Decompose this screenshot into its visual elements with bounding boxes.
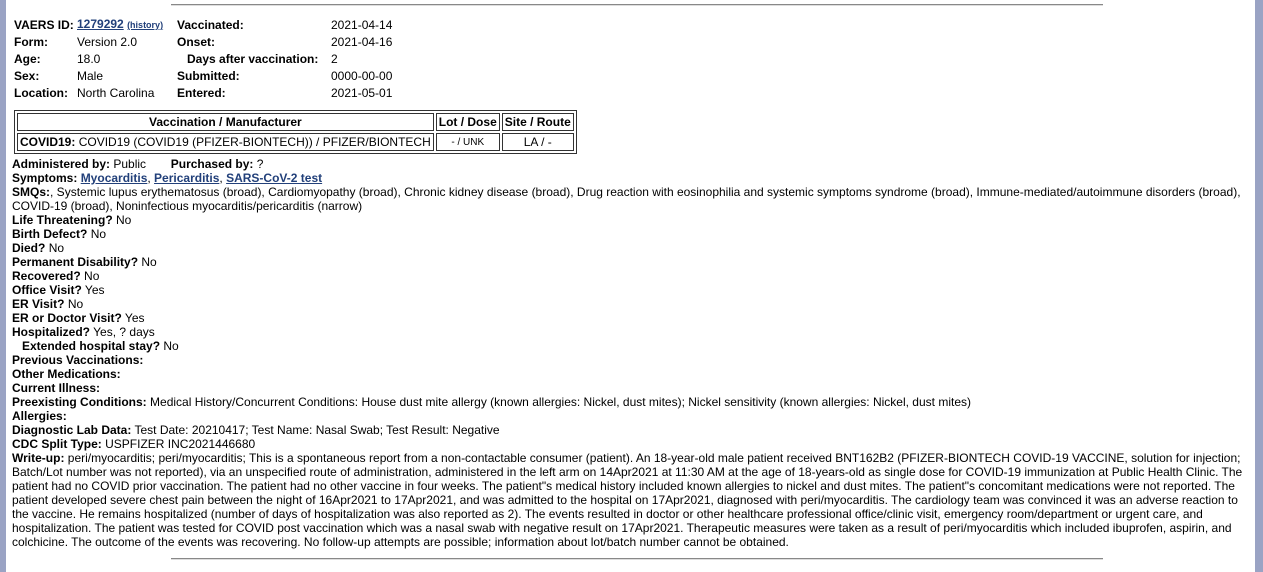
- other-medications-label: Other Medications:: [12, 367, 121, 381]
- extended-stay-label: Extended hospital stay?: [22, 339, 161, 353]
- died-row: [12, 241, 1250, 255]
- hospitalized-value: Yes, ? days: [93, 325, 155, 339]
- table-row: [17, 133, 574, 151]
- age-value: 18.0: [77, 52, 101, 66]
- allergies-row: [12, 409, 1250, 423]
- header-vaccination: Vaccination / Manufacturer: [17, 113, 434, 131]
- smqs-label: SMQs:: [12, 185, 51, 199]
- vaccine-name: COVID19 (COVID19 (PFIZER-BIONTECH)) / PFIZER/BIONTECH: [78, 135, 431, 149]
- administered-label: Administered by:: [12, 157, 111, 171]
- vaccine-type: COVID19:: [20, 135, 76, 149]
- vaccinated-value: 2021-04-14: [331, 17, 393, 32]
- writeup-label: Write-up:: [12, 451, 65, 465]
- previous-vaccinations-row: [12, 353, 1250, 367]
- other-medications-row: [12, 367, 1250, 381]
- life-threatening-value: No: [116, 213, 132, 227]
- submitted-value: 0000-00-00: [331, 69, 393, 83]
- summary-table: [14, 16, 441, 102]
- header-lot-dose: Lot / Dose: [436, 113, 500, 131]
- er-doctor-value: Yes: [124, 311, 145, 325]
- location-label: Location:: [14, 86, 68, 100]
- symptoms-row: Symptoms: Myocarditis, Pericarditis, SARS-CoV-2 test: [12, 171, 323, 185]
- entered-label: Entered:: [177, 86, 226, 100]
- administered-row: [12, 157, 1250, 171]
- er-visit-value: No: [67, 297, 84, 311]
- er-visit-row: [12, 297, 1250, 311]
- disability-label: Permanent Disability?: [12, 255, 139, 269]
- died-value: No: [48, 241, 65, 255]
- died-label: Died?: [12, 241, 46, 255]
- submitted-label: Submitted:: [177, 69, 240, 83]
- cdc-split-value: USPFIZER INC2021446680: [105, 437, 256, 451]
- life-threatening-row: [12, 213, 1250, 227]
- vaccinated-label: Vaccinated:: [177, 17, 244, 32]
- days-after-value: 2: [331, 52, 338, 66]
- bottom-divider: [171, 558, 1103, 560]
- header-site-route: Site / Route: [502, 113, 574, 131]
- age-label: Age:: [14, 52, 41, 66]
- allergies-label: Allergies:: [12, 409, 67, 423]
- administered-value: Public: [113, 157, 147, 171]
- previous-vaccinations-label: Previous Vaccinations:: [12, 353, 144, 367]
- hospitalized-row: [12, 325, 1250, 339]
- smqs-row: [12, 185, 1250, 213]
- preexisting-row: [12, 395, 1250, 409]
- symptom-link-pericarditis[interactable]: Pericarditis: [154, 171, 220, 185]
- vaers-id-label: VAERS ID:: [14, 17, 74, 32]
- cdc-split-row: [12, 437, 1250, 451]
- disability-row: [12, 255, 1250, 269]
- sex-label: Sex:: [14, 69, 40, 83]
- purchased-value: ?: [256, 157, 264, 171]
- office-visit-label: Office Visit?: [12, 283, 82, 297]
- writeup-value: peri/myocarditis; peri/myocarditis; This is a spontaneous report from a non-contactable consumer (patient). An 18-year-old male patient received BNT162B2 (PFIZER-BIONTECH COVID-19 VACCINE, solution for injection; Batch/Lot number was not reported), via an unspecified route of administration, administered in the left arm on 14Apr2021 at 11:30 AM at the age of 18-years-old as single dose for COVID-19 immunization at Public Health Clinic. The patient had no COVID prior vaccination. The patient had no other vaccine in four weeks. The patient"s medical history included known allergies to nickel and dust mites. The patient"s concomitant medications were not reported. The patient developed severe chest pain between the night of 16Apr2021 to 17Apr2021, and was admitted to the hospital on 17Apr2021, diagnosed with peri/myocarditis. The cardiology team was convinced it was an adverse reaction to the vaccine. He remains hospitalized (number of days of hospitalization was also reported as 2). The events resulted in doctor or other healthcare professional office/clinic visit, emergency room/department or urgent care, and hospitalization. The patient was tested for COVID post vaccination which was a nasal swab with negative result on 17Apr2021. Therapeutic measures were taken as a result of peri/myocarditis which included ibuprofen, aspirin, and colchicine. The outcome of the events was recovering. No follow-up attempts are possible; information about lot/batch number cannot be obtained.: [12, 451, 1243, 549]
- symptoms-label: Symptoms:: [12, 171, 78, 185]
- form-label: Form:: [14, 35, 48, 49]
- recovered-row: [12, 269, 1250, 283]
- vaccination-table-header: [17, 113, 574, 131]
- recovered-label: Recovered?: [12, 269, 81, 283]
- sex-value: Male: [77, 69, 104, 83]
- form-value: Version 2.0: [77, 35, 138, 49]
- recovered-value: No: [84, 269, 100, 283]
- hospitalized-label: Hospitalized?: [12, 325, 91, 339]
- writeup-row: [12, 451, 1250, 549]
- birth-defect-value: No: [90, 227, 107, 241]
- life-threatening-label: Life Threatening?: [12, 213, 113, 227]
- report-page: [6, 0, 1255, 572]
- er-doctor-row: [12, 311, 1250, 325]
- onset-value: 2021-04-16: [331, 35, 393, 49]
- location-value: North Carolina: [77, 86, 155, 100]
- preexisting-value: Medical History/Concurrent Conditions: House dust mite allergy (known allergies: Nickel, dust mites); Nickel sensitivity (known allergies: Nickel, dust mites): [150, 395, 971, 409]
- top-divider: [171, 4, 1103, 6]
- vaccine-cell: [17, 133, 434, 151]
- current-illness-row: [12, 381, 1250, 395]
- vaccination-table: [14, 110, 577, 154]
- report-details: [12, 157, 1250, 549]
- lab-data-row: [12, 423, 1250, 437]
- current-illness-label: Current Illness:: [12, 381, 101, 395]
- disability-value: No: [141, 255, 157, 269]
- vaers-id-cell: [77, 16, 177, 34]
- smqs-value: , Systemic lupus erythematosus (broad), Cardiomyopathy (broad), Chronic kidney disease (broad), Drug reaction with eosinophilia and systemic symptoms syndrome (broad), Immune-mediated/autoimmune disorders (broad), COVID-19 (broad), Noninfectious myocarditis/pericarditis (narrow): [12, 185, 1241, 213]
- office-visit-value: Yes: [84, 283, 105, 297]
- extended-stay-value: No: [163, 339, 179, 353]
- history-link[interactable]: (history): [127, 20, 164, 30]
- entered-value: 2021-05-01: [331, 86, 393, 100]
- er-visit-label: ER Visit?: [12, 297, 65, 311]
- extended-stay-row: [12, 339, 1250, 353]
- lab-data-label: Diagnostic Lab Data:: [12, 423, 132, 437]
- onset-label: Onset:: [177, 35, 216, 49]
- lab-data-value: Test Date: 20210417; Test Name: Nasal Swab; Test Result: Negative: [134, 423, 500, 437]
- symptom-link-myocarditis[interactable]: Myocarditis: [80, 171, 148, 185]
- site-route-value: LA / -: [502, 133, 574, 151]
- birth-defect-row: [12, 227, 1250, 241]
- vaers-id-link[interactable]: 1279292: [77, 17, 124, 31]
- cdc-split-label: CDC Split Type:: [12, 437, 102, 451]
- purchased-label: Purchased by:: [170, 157, 254, 171]
- er-doctor-label: ER or Doctor Visit?: [12, 311, 122, 325]
- office-visit-row: [12, 283, 1250, 297]
- lot-dose-value: - / UNK: [436, 133, 500, 151]
- days-after-label: Days after vaccination:: [187, 52, 319, 66]
- symptom-link-sars-cov-2-test[interactable]: SARS-CoV-2 test: [226, 171, 323, 185]
- birth-defect-label: Birth Defect?: [12, 227, 88, 241]
- preexisting-label: Preexisting Conditions:: [12, 395, 147, 409]
